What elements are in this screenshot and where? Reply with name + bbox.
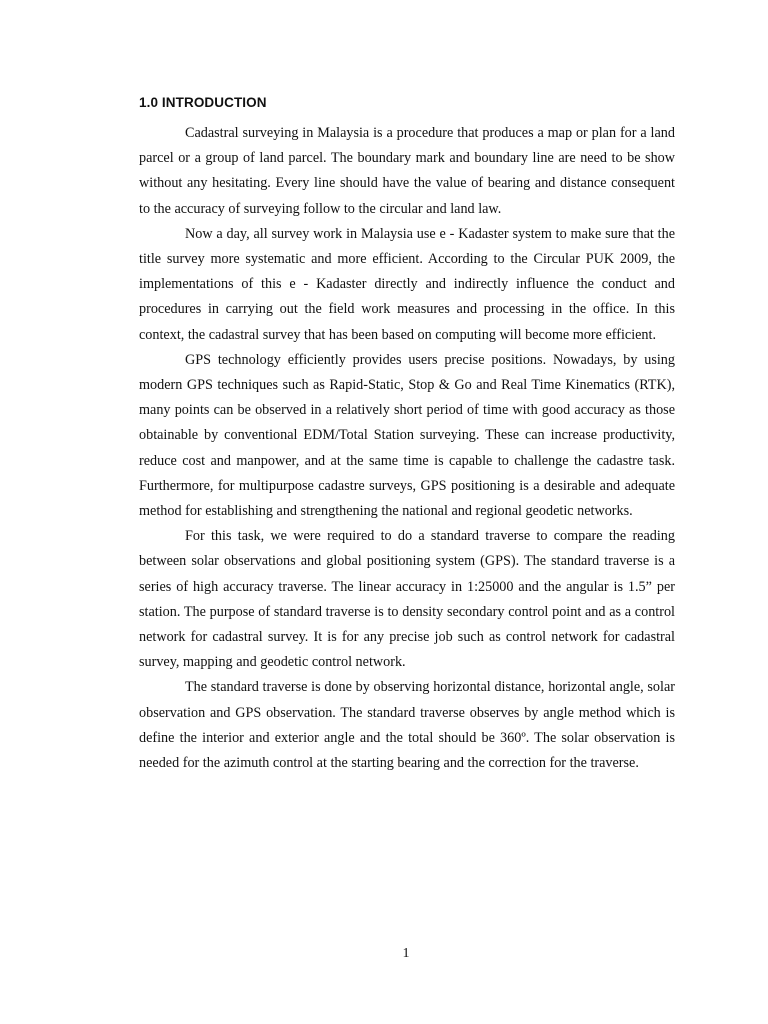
paragraph-standard-traverse-task: For this task, we were required to do a standard traverse to compare the reading between solar observations and global positioning system (GPS). The standard traverse is a series of high accuracy traverse. The linear accuracy in 1:25000 and the angular is 1.5” per station. The purpose of standard traverse is to density secondary control point and as a control network for cadastral survey. It is for any precise job such as control network for cadastral survey, mapping and geodetic control network. [139,528,675,671]
body-text [139,121,675,776]
page-number: 1 [402,946,410,961]
paragraph-gps-technology: GPS technology efficiently provides users precise positions. Nowadays, by using modern GPS techniques such as Rapid-Static, Stop & Go and Real Time Kinematics (RTK), many points can be observed in a relatively short period of time with good accuracy as those obtainable by conventional EDM/Total Station surveying. These can increase productivity, reduce cost and manpower, and at the same time is capable to challenge the cadastre task. Furthermore, for multipurpose cadastre surveys, GPS positioning is a desirable and adequate method for establishing and strengthening the national and regional geodetic networks. [139,351,675,520]
paragraph-e-kadaster: Now a day, all survey work in Malaysia use e - Kadaster system to make sure that the title survey more systematic and more efficient. According to the Circular PUK 2009, the implementations of this e - Kadaster directly and indirectly influence the conduct and procedures in carrying out the field work measures and processing in the office. In this context, the cadastral survey that has been based on computing will become more efficient. [139,225,675,343]
paragraph-cadastral-surveying: Cadastral surveying in Malaysia is a procedure that produces a map or plan for a land parcel or a group of land parcel. The boundary mark and boundary line are need to be show without any hesitating. Every line should have the value of bearing and distance consequent to the accuracy of surveying follow to the circular and land law. [139,125,675,217]
section-heading: 1.0 INTRODUCTION [139,95,267,110]
paragraph-standard-traverse-method: The standard traverse is done by observing horizontal distance, horizontal angle, solar observation and GPS observation. The standard traverse observes by angle method which is define the interior and exterior angle and the total should be 360º. The solar observation is needed for the azimuth control at the starting bearing and the correction for the traverse. [139,679,675,772]
